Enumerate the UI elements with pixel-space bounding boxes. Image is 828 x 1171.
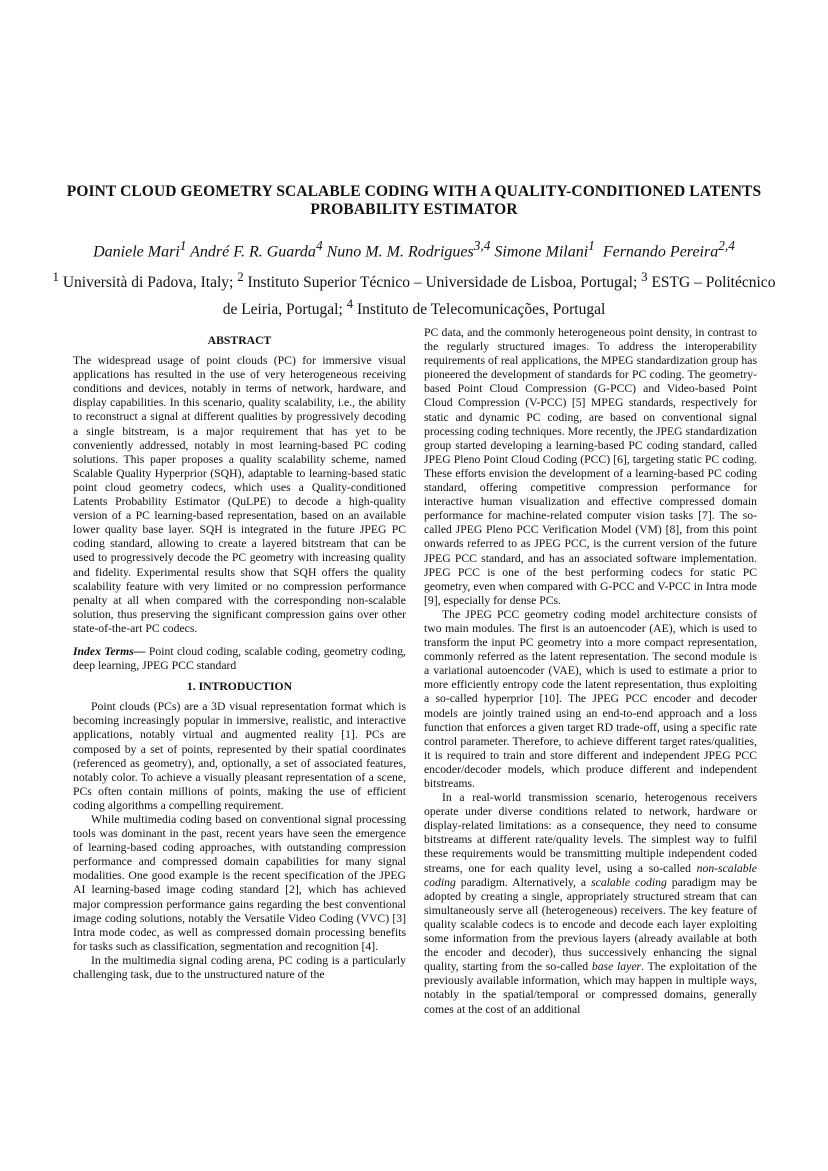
author-affiliation-mark: 1: [588, 238, 595, 253]
emphasis-text: scalable coding: [591, 875, 667, 889]
intro-paragraph: Point clouds (PCs) are a 3D visual representation format which is becoming increasingly popular in immersive, realistic, and interactive applications, notably virtual and augmented reality [1]. PCs are composed by a set of points, represented by their spatial coordinates (referenced as geometry), and, optionally, a set of associated features, notably color. To achieve a visually pleasant representation of a scene, PCs often contain millions of points, making the use of efficient coding algorithms a compelling requirement.: [73, 700, 406, 812]
affiliation-mark: 3: [641, 269, 648, 284]
author-name: Fernando Pereira: [602, 243, 719, 261]
affiliation-list: [50, 266, 778, 320]
text-run: . The exploitation of the previously available information, which may happen in multiple ways, notably in the spatial/temporal or compressed domains, generally comes at the cost of an additional: [424, 960, 757, 1016]
body-paragraph: The JPEG PCC geometry coding model architecture consists of two main modules. The first is an autoencoder (AE), which is used to transform the input PC geometry into a more compact representation, commonly referred as the latent representation. The second module is a variational autoencoder (VAE), which is used to estimate a prior to more efficiently entropy code the latent representation, thus exploiting a so-called hyperprior [10]. The JPEG PCC encoder and decoder models are jointly trained using an end-to-end approach and a loss function that enforces a given target RD trade-off, using a specific rate control parameter. Therefore, to achieve different target rates/qualities, it is required to train and store different and independent JPEG PCC encoder/decoder models, which produce different and independent bitstreams.: [424, 607, 757, 790]
paper-title: POINT CLOUD GEOMETRY SCALABLE CODING WITH A QUALITY-CONDITIONED LATENTS PROBABILITY ESTIMATOR: [66, 183, 762, 218]
index-terms-text: Point cloud coding, scalable coding, geometry coding, deep learning, JPEG PCC standard: [73, 644, 406, 673]
introduction-heading: 1. INTRODUCTION: [186, 680, 293, 694]
author-affiliation-mark: 2,4: [718, 238, 735, 253]
affiliation-mark: 1: [52, 269, 59, 284]
author-affiliation-mark: 3,4: [473, 238, 491, 253]
abstract-text: The widespread usage of point clouds (PC) for immersive visual applications has resulted in the use of very heterogeneous receiving conditions and devices, notably in terms of network, hardware, and display capabilities. In this scenario, quality scalability, i.e., the ability to reconstruct a signal at different qualities by progressively decoding a single bitstream, is a major requirement that has yet to be conveniently addressed, notably in most learning-based PC coding solutions. This paper proposes a quality scalability scheme, named Scalable Quality Hyperprior (SQH), adaptable to learning-based static point cloud geometry codecs, which uses a Quality-conditioned Latents Probability Estimator (QuLPE) to decode a high-quality version of a PC learning-based representation, based on an available lower quality base layer. SQH is integrated in the future JPEG PC coding standard, allowing to create a layered bitstream that can be used to progressively decode the PC geometry with increasing quality and fidelity. Experimental results show that SQH offers the quality scalability feature with very limited or no compression performance penalty at all when compared with the corresponding non-scalable solution, thus preserving the significant compression gains over other state-of-the-art PC codecs.: [73, 354, 406, 635]
intro-paragraph: While multimedia coding based on conventional signal processing tools was dominant in the past, recent years have seen the emergence of learning-based coding approaches, with outstanding compression performance and compressed domain capabilities for many signal modalities. One good example is the recent specification of the JPEG AI learning-based image coding standard [2], which has achieved major compression performance gains regarding the best conventional image coding solutions, notably the Versatile Video Coding (VVC) [3] Intra mode codec, as well as compressed domain processing benefits for tasks such as classification, segmentation and recognition [4].: [73, 813, 406, 953]
affiliation-mark: 2: [237, 269, 244, 284]
author-name: Daniele Mari: [93, 243, 180, 261]
index-terms: [73, 645, 406, 673]
intro-paragraph: In the multimedia signal coding arena, PC coding is a particularly challenging task, due to the unstructured nature of the: [73, 953, 406, 982]
affiliation-text: Università di Padova, Italy;: [62, 274, 234, 292]
affiliation-text: ESTG – Politécnico de Leiria, Portugal;: [222, 274, 776, 319]
text-run: In a real-world transmission scenario, heterogenous receivers operate under diverse conditions related to network, hardware or display-related limitations: as a consequence, they need to consume bitstreams at different rate/quality levels. The simplest way to fulfil these requirements would be transmitting multiple independent coded streams, one for each quality level, using a so-called: [424, 791, 757, 875]
affiliation-text: Instituto Superior Técnico – Universidade de Lisboa, Portugal;: [247, 274, 638, 292]
left-column: [73, 326, 406, 982]
body-paragraph: [424, 791, 757, 1017]
author-name: André F. R. Guarda: [190, 243, 316, 261]
abstract-heading: ABSTRACT: [207, 334, 272, 347]
text-run: paradigm may be adopted by creating a single, appropriately structured stream that can simultaneously serve all (heterogeneous) receivers. The key feature of quality scalable codecs is to encode and decode each layer exploiting some information from the previous layers (already available at both the encoder and decoder), thus successively enhancing the signal quality, starting from the so-called: [424, 875, 758, 974]
author-name: Simone Milani: [494, 243, 589, 261]
body-paragraph: PC data, and the commonly heterogeneous point density, in contrast to the regularly structured images. To address the interoperability requirements of real applications, the MPEG standardization group has pioneered the development of standards for PC coding. The geometry-based Point Cloud Compression (G-PCC) and Video-based Point Cloud Compression (V-PCC) [5] MPEG standards, respectively for static and dynamic PC coding, are based on conventional signal processing coding techniques. More recently, the JPEG standardization group started developing a learning-based PC coding standard, called JPEG Pleno Point Cloud Coding (PCC) [6], targeting static PC coding. These efforts envision the development of a learning-based PC coding standard, offering competitive compression performance for interactive human visualization and effective compressed domain performance for machine-related computer vision tasks [7]. The so-called JPEG Pleno PCC Verification Model (VM) [8], from this point onwards referred to as JPEG PCC, is the current version of the future JPEG PCC standard, and has an associated software implementation. JPEG PCC is one of the best performing codecs for static PC geometry, even when compared with G-PCC and V-PCC in Intra mode [9], especially for dense PCs.: [424, 326, 757, 607]
author-name: Nuno M. M. Rodrigues: [326, 243, 474, 261]
text-run: paradigm. Alternatively, a: [455, 875, 592, 889]
author-affiliation-mark: 4: [315, 238, 323, 253]
right-column: [424, 326, 757, 1017]
index-terms-label: Index Terms—: [73, 644, 146, 658]
emphasis-text: base layer: [591, 960, 642, 974]
affiliation-text: Instituto de Telecomunicações, Portugal: [357, 301, 606, 319]
affiliation-mark: 4: [346, 296, 354, 312]
author-list: [40, 236, 788, 262]
emphasis-text: non-scalable coding: [424, 861, 757, 889]
author-affiliation-mark: 1: [179, 238, 187, 253]
